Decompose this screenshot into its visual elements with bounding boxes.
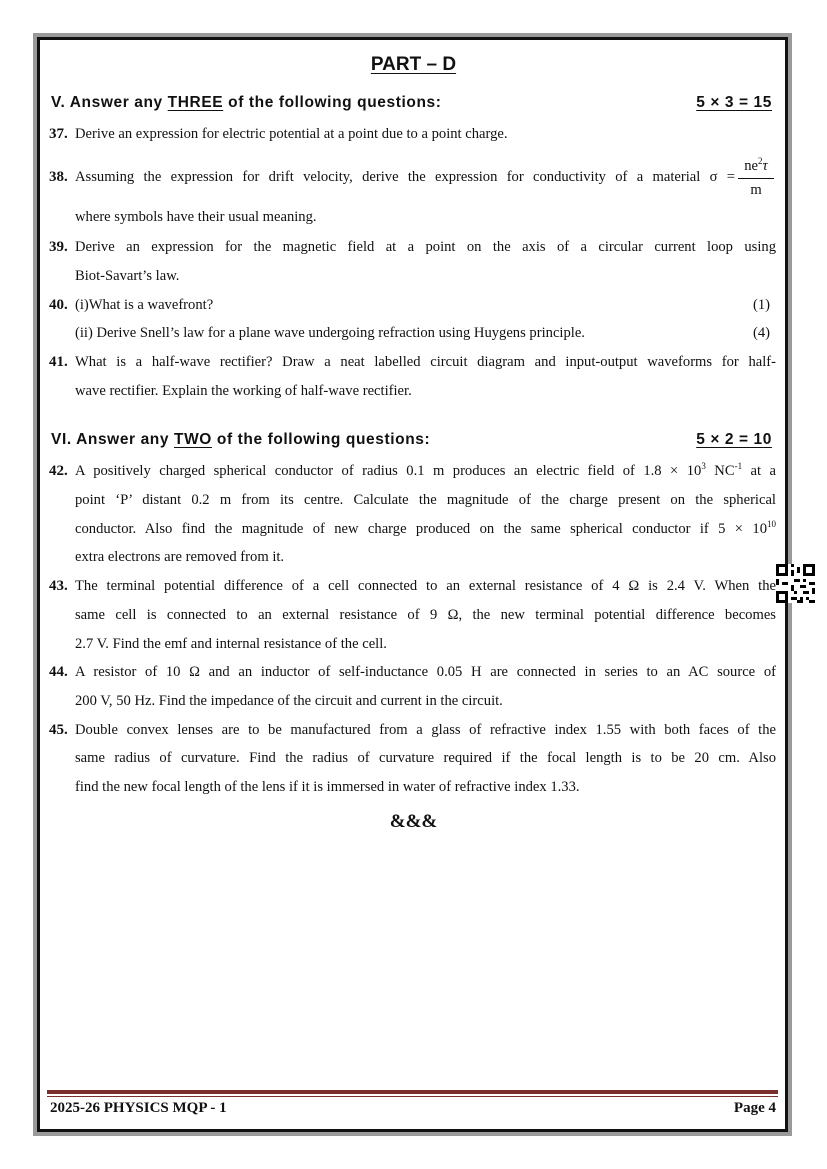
- q38-number: 38.: [49, 169, 68, 185]
- q39-number: 39.: [49, 239, 68, 255]
- q42-l3a: conductor. Also find the magnitude of new charge produced on the same spherical conductor if 5 × 10: [75, 521, 767, 537]
- q45-number: 45.: [49, 722, 68, 738]
- section-v-prefix: V. Answer any: [51, 94, 168, 111]
- q42-text-4: extra electrons are removed from it.: [75, 549, 285, 565]
- q39-text-1: Derive an expression for the magnetic field at a point on the axis of a circular current loop using: [75, 239, 776, 255]
- q41-text-2: wave rectifier. Explain the working of half-wave rectifier.: [75, 383, 412, 399]
- section-vi-prefix: VI. Answer any: [51, 431, 174, 448]
- q40-text-2: (ii) Derive Snell’s law for a plane wave undergoing refraction using Huygens principle.: [75, 325, 585, 341]
- formula-numerator: [738, 158, 774, 179]
- q44-number: 44.: [49, 664, 68, 680]
- q45-text-3: find the new focal length of the lens if it is immersed in water of refractive index 1.33.: [75, 779, 580, 795]
- q42-text-2: point ‘P’ distant 0.2 m from its centre. Calculate the magnitude of the charge present on the spherical: [75, 492, 776, 508]
- section-vi-emph: TWO: [174, 431, 212, 448]
- footer-rule-thick: [47, 1090, 778, 1094]
- q43-text-2: same cell is connected to an external resistance of 9 Ω, the new terminal potential difference becomes: [75, 607, 776, 623]
- section-v-marks: 5 × 3 = 15: [696, 94, 772, 111]
- q45-text-1: Double convex lenses are to be manufactured from a glass of refractive index 1.55 with both faces of the: [75, 722, 776, 738]
- q40-number: 40.: [49, 297, 68, 313]
- q42-sup-3: 10: [767, 519, 776, 530]
- conductivity-formula: [738, 158, 774, 199]
- formula-tau: τ: [762, 158, 768, 174]
- q40-marks-1: (1): [752, 297, 770, 313]
- q37-text: Derive an expression for electric potential at a point due to a point charge.: [75, 126, 508, 142]
- section-v-header: [51, 94, 772, 112]
- section-v-suffix: of the following questions:: [223, 94, 442, 111]
- q42-l1b: NC: [705, 463, 735, 479]
- part-title-text: PART – D: [370, 54, 457, 75]
- footer-rule-thin: [47, 1096, 778, 1097]
- formula-ne: ne: [744, 158, 759, 174]
- q43-text-1: The terminal potential difference of a cell connected to an external resistance of 4 Ω is 2.4 V. When the: [75, 578, 776, 594]
- q42-number: 42.: [49, 463, 68, 479]
- section-vi-marks: 5 × 2 = 10: [696, 431, 772, 448]
- footer-title: 2025-26 PHYSICS MQP - 1: [50, 1100, 227, 1116]
- q37-number: 37.: [49, 126, 68, 142]
- section-v-emph: THREE: [167, 94, 224, 111]
- page-number: Page 4: [733, 1100, 776, 1116]
- q43-text-3: 2.7 V. Find the emf and internal resistance of the cell.: [75, 636, 387, 652]
- q42-sup-1: 3: [701, 461, 706, 472]
- formula-sup: 2: [758, 156, 763, 167]
- part-title: [0, 54, 827, 76]
- section-v-instruction: [51, 94, 442, 112]
- q42-text-1: [75, 463, 776, 480]
- section-vi-suffix: of the following questions:: [211, 431, 431, 448]
- q42-l1a: A positively charged spherical conductor of radius 0.1 m produces an electric field of 1.8 × 10: [75, 463, 702, 479]
- q42-sup-2: -1: [734, 461, 743, 472]
- q40-text-1: (i)What is a wavefront?: [75, 297, 214, 313]
- q41-text-1: What is a half-wave rectifier? Draw a neat labelled circuit diagram and input-output waveforms for half-: [75, 354, 776, 370]
- q40-marks-2: (4): [752, 325, 770, 341]
- qr-code-icon: [776, 564, 815, 603]
- q39-text-2: Biot-Savart’s law.: [75, 268, 180, 284]
- section-vi-header: [51, 431, 772, 449]
- q38-text-1: Assuming the expression for drift velocity, derive the expression for conductivity of a material σ =: [75, 169, 735, 185]
- q41-number: 41.: [49, 354, 68, 370]
- q43-number: 43.: [49, 578, 68, 594]
- end-mark: &&&: [389, 811, 438, 832]
- formula-denominator: m: [750, 182, 762, 198]
- q45-text-2: same radius of curvature. Find the radius of curvature required if the focal length is to be 20 cm. Also: [75, 750, 776, 766]
- q38-text-2: where symbols have their usual meaning.: [75, 209, 317, 225]
- q44-text-1: A resistor of 10 Ω and an inductor of self-inductance 0.05 H are connected in series to an AC source of: [75, 664, 776, 680]
- q42-text-3: [75, 521, 776, 538]
- section-vi-instruction: [51, 431, 430, 449]
- q44-text-2: 200 V, 50 Hz. Find the impedance of the circuit and current in the circuit.: [75, 693, 503, 709]
- q42-l1c: at a: [742, 463, 777, 479]
